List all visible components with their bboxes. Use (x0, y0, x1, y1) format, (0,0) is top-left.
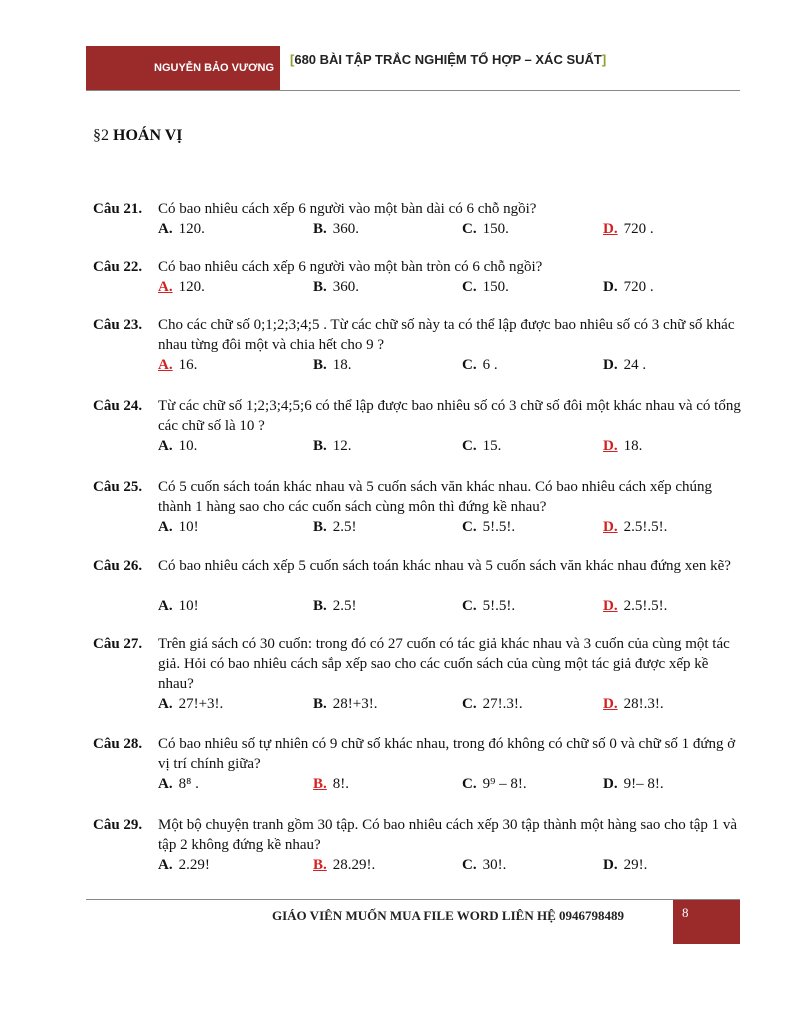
answer-option (158, 436, 197, 456)
option-label: C. (462, 438, 477, 454)
section-heading (93, 127, 183, 145)
answer-option (158, 855, 210, 875)
answer-option (462, 774, 527, 794)
answer-options (158, 436, 743, 456)
header-author: NGUYỄN BẢO VƯƠNG (154, 62, 274, 74)
option-text: 10! (178, 519, 199, 535)
option-label: B. (313, 221, 327, 237)
section-prefix: §2 (93, 127, 109, 144)
option-text: 29!. (623, 857, 648, 873)
answer-option (603, 774, 664, 794)
option-text: 28!.3!. (623, 696, 664, 712)
answer-option (158, 355, 197, 375)
option-text: 120. (178, 279, 205, 295)
question-stem: Có 5 cuốn sách toán khác nhau và 5 cuốn sách văn khác nhau. Có bao nhiêu cách xếp chúng thành 1 hàng sao cho các cuốn sách cùng môn thì đứng kề nhau? (158, 479, 712, 515)
option-label: C. (462, 857, 477, 873)
answer-options (158, 355, 743, 375)
answer-option (158, 596, 199, 616)
answer-option (603, 855, 647, 875)
question-26 (93, 556, 743, 616)
question-number: Câu 22. (93, 259, 143, 275)
option-label: B. (313, 696, 327, 712)
option-label: B. (313, 776, 327, 792)
option-label: D. (603, 598, 618, 614)
option-text: 2.5! (332, 519, 357, 535)
option-label: D. (603, 776, 618, 792)
answer-option (603, 694, 664, 714)
option-label: B. (313, 519, 327, 535)
answer-option (158, 277, 205, 297)
answer-option (158, 517, 199, 537)
question-27 (93, 634, 743, 714)
answer-option (313, 436, 352, 456)
header-divider (86, 90, 740, 91)
question-number: Câu 24. (93, 398, 143, 414)
page-number: 8 (682, 905, 689, 920)
option-label: C. (462, 279, 477, 295)
question-24 (93, 396, 743, 456)
option-text: 2.29! (178, 857, 210, 873)
answer-option (313, 355, 352, 375)
section-title: HOÁN VỊ (113, 127, 183, 144)
option-text: 30!. (482, 857, 507, 873)
answer-option (462, 355, 498, 375)
option-text: 28.29!. (332, 857, 376, 873)
answer-option (313, 517, 357, 537)
answer-option (313, 219, 359, 239)
option-text: 150. (482, 279, 509, 295)
answer-option (462, 277, 509, 297)
question-29 (93, 815, 743, 875)
question-28 (93, 734, 743, 794)
option-label: B. (313, 598, 327, 614)
option-label: D. (603, 519, 618, 535)
option-label: D. (603, 357, 618, 373)
option-label: A. (158, 357, 173, 373)
option-text: 5!.5!. (482, 519, 516, 535)
question-stem: Có bao nhiêu cách xếp 6 người vào một bàn dài có 6 chỗ ngồi? (158, 201, 537, 217)
option-text: 27!.3!. (482, 696, 523, 712)
option-text: 360. (332, 279, 360, 295)
header-title-text: 680 BÀI TẬP TRẮC NGHIỆM TỔ HỢP – XÁC SUẤT (294, 52, 602, 67)
option-text: 15. (482, 438, 502, 454)
answer-option (603, 219, 654, 239)
option-text: 8⁸ . (178, 776, 199, 792)
option-text: 120. (178, 221, 205, 237)
question-22 (93, 257, 743, 297)
answer-options (158, 219, 743, 239)
answer-option (462, 436, 501, 456)
option-text: 2.5!.5!. (623, 598, 668, 614)
option-label: C. (462, 357, 477, 373)
option-label: C. (462, 776, 477, 792)
option-label: C. (462, 598, 477, 614)
answer-option (603, 517, 667, 537)
option-label: B. (313, 279, 327, 295)
option-text: 18. (332, 357, 352, 373)
option-label: A. (158, 438, 173, 454)
footer-contact: GIÁO VIÊN MUỐN MUA FILE WORD LIÊN HỆ 0946798489 (272, 908, 624, 923)
option-label: D. (603, 857, 618, 873)
option-label: B. (313, 857, 327, 873)
option-label: A. (158, 776, 173, 792)
answer-option (462, 219, 509, 239)
question-number: Câu 26. (93, 558, 143, 574)
option-label: A. (158, 598, 173, 614)
option-text: 24 . (623, 357, 647, 373)
option-label: D. (603, 438, 618, 454)
option-text: 2.5!.5!. (623, 519, 668, 535)
question-stem: Có bao nhiêu cách xếp 5 cuốn sách toán khác nhau và 5 cuốn sách văn khác nhau đứng xen kẽ? (158, 558, 731, 574)
answer-option (313, 596, 357, 616)
option-text: 2.5! (332, 598, 357, 614)
question-number: Câu 23. (93, 317, 143, 333)
answer-option (462, 517, 515, 537)
option-text: 5!.5!. (482, 598, 516, 614)
option-text: 10! (178, 598, 199, 614)
option-label: D. (603, 696, 618, 712)
option-text: 12. (332, 438, 352, 454)
answer-option (603, 277, 654, 297)
answer-option (462, 596, 515, 616)
option-label: C. (462, 519, 477, 535)
question-stem: Có bao nhiêu số tự nhiên có 9 chữ số khác nhau, trong đó không có chữ số 0 và chữ số 1 đứng ở vị trí chính giữa? (158, 736, 736, 772)
answer-option (158, 774, 199, 794)
option-text: 9⁹ – 8!. (482, 776, 527, 792)
answer-option (603, 436, 642, 456)
option-label: D. (603, 221, 618, 237)
option-label: B. (313, 357, 327, 373)
option-label: B. (313, 438, 327, 454)
answer-option (603, 596, 667, 616)
option-text: 720 . (623, 221, 654, 237)
answer-options (158, 277, 743, 297)
answer-options (158, 855, 743, 875)
answer-options (158, 774, 743, 794)
answer-option (462, 855, 506, 875)
option-label: A. (158, 857, 173, 873)
option-label: C. (462, 696, 477, 712)
footer-divider (86, 899, 740, 900)
option-text: 9!– 8!. (623, 776, 664, 792)
option-label: A. (158, 519, 173, 535)
answer-option (158, 219, 205, 239)
answer-option (313, 855, 375, 875)
option-text: 6 . (482, 357, 498, 373)
option-label: A. (158, 696, 173, 712)
question-stem: Cho các chữ số 0;1;2;3;4;5 . Từ các chữ số này ta có thể lập được bao nhiêu số có 3 chữ số khác nhau từng đôi một và chia hết cho 9 ? (158, 317, 735, 353)
option-text: 28!+3!. (332, 696, 378, 712)
answer-option (462, 694, 523, 714)
option-label: D. (603, 279, 618, 295)
answer-option (603, 355, 646, 375)
question-25 (93, 477, 743, 537)
header-bracket-close: ] (601, 52, 607, 67)
option-text: 27!+3!. (178, 696, 224, 712)
question-stem: Từ các chữ số 1;2;3;4;5;6 có thể lập được bao nhiêu số có 3 chữ số đôi một khác nhau và có tổng các chữ số là 10 ? (158, 398, 741, 434)
option-text: 16. (178, 357, 198, 373)
answer-options (158, 596, 743, 616)
option-text: 8!. (332, 776, 350, 792)
header-title (290, 52, 606, 67)
answer-option (158, 694, 223, 714)
question-number: Câu 25. (93, 479, 143, 495)
option-label: C. (462, 221, 477, 237)
question-number: Câu 28. (93, 736, 143, 752)
option-text: 360. (332, 221, 360, 237)
answer-option (313, 694, 377, 714)
question-23 (93, 315, 743, 375)
question-number: Câu 27. (93, 636, 143, 652)
question-stem: Trên giá sách có 30 cuốn: trong đó có 27 cuốn có tác giả khác nhau và 3 cuốn của cùng một tác giả. Hỏi có bao nhiêu cách sắp xếp sao cho các cuốn sách của cùng một tác giả được xếp kề nhau? (158, 636, 730, 692)
option-label: A. (158, 279, 173, 295)
option-text: 150. (482, 221, 509, 237)
option-text: 10. (178, 438, 198, 454)
question-number: Câu 21. (93, 201, 143, 217)
question-stem: Một bộ chuyện tranh gồm 30 tập. Có bao nhiêu cách xếp 30 tập thành một hàng sao cho tập 1 và tập 2 không đứng kề nhau? (158, 817, 738, 853)
answer-option (313, 774, 349, 794)
option-label: A. (158, 221, 173, 237)
header-bracket-open: [ (290, 52, 295, 67)
question-stem: Có bao nhiêu cách xếp 6 người vào một bàn tròn có 6 chỗ ngồi? (158, 259, 543, 275)
answer-option (313, 277, 359, 297)
question-21 (93, 199, 743, 239)
question-number: Câu 29. (93, 817, 143, 833)
option-text: 18. (623, 438, 643, 454)
answer-options (158, 517, 743, 537)
option-text: 720 . (623, 279, 654, 295)
answer-options (158, 694, 743, 714)
